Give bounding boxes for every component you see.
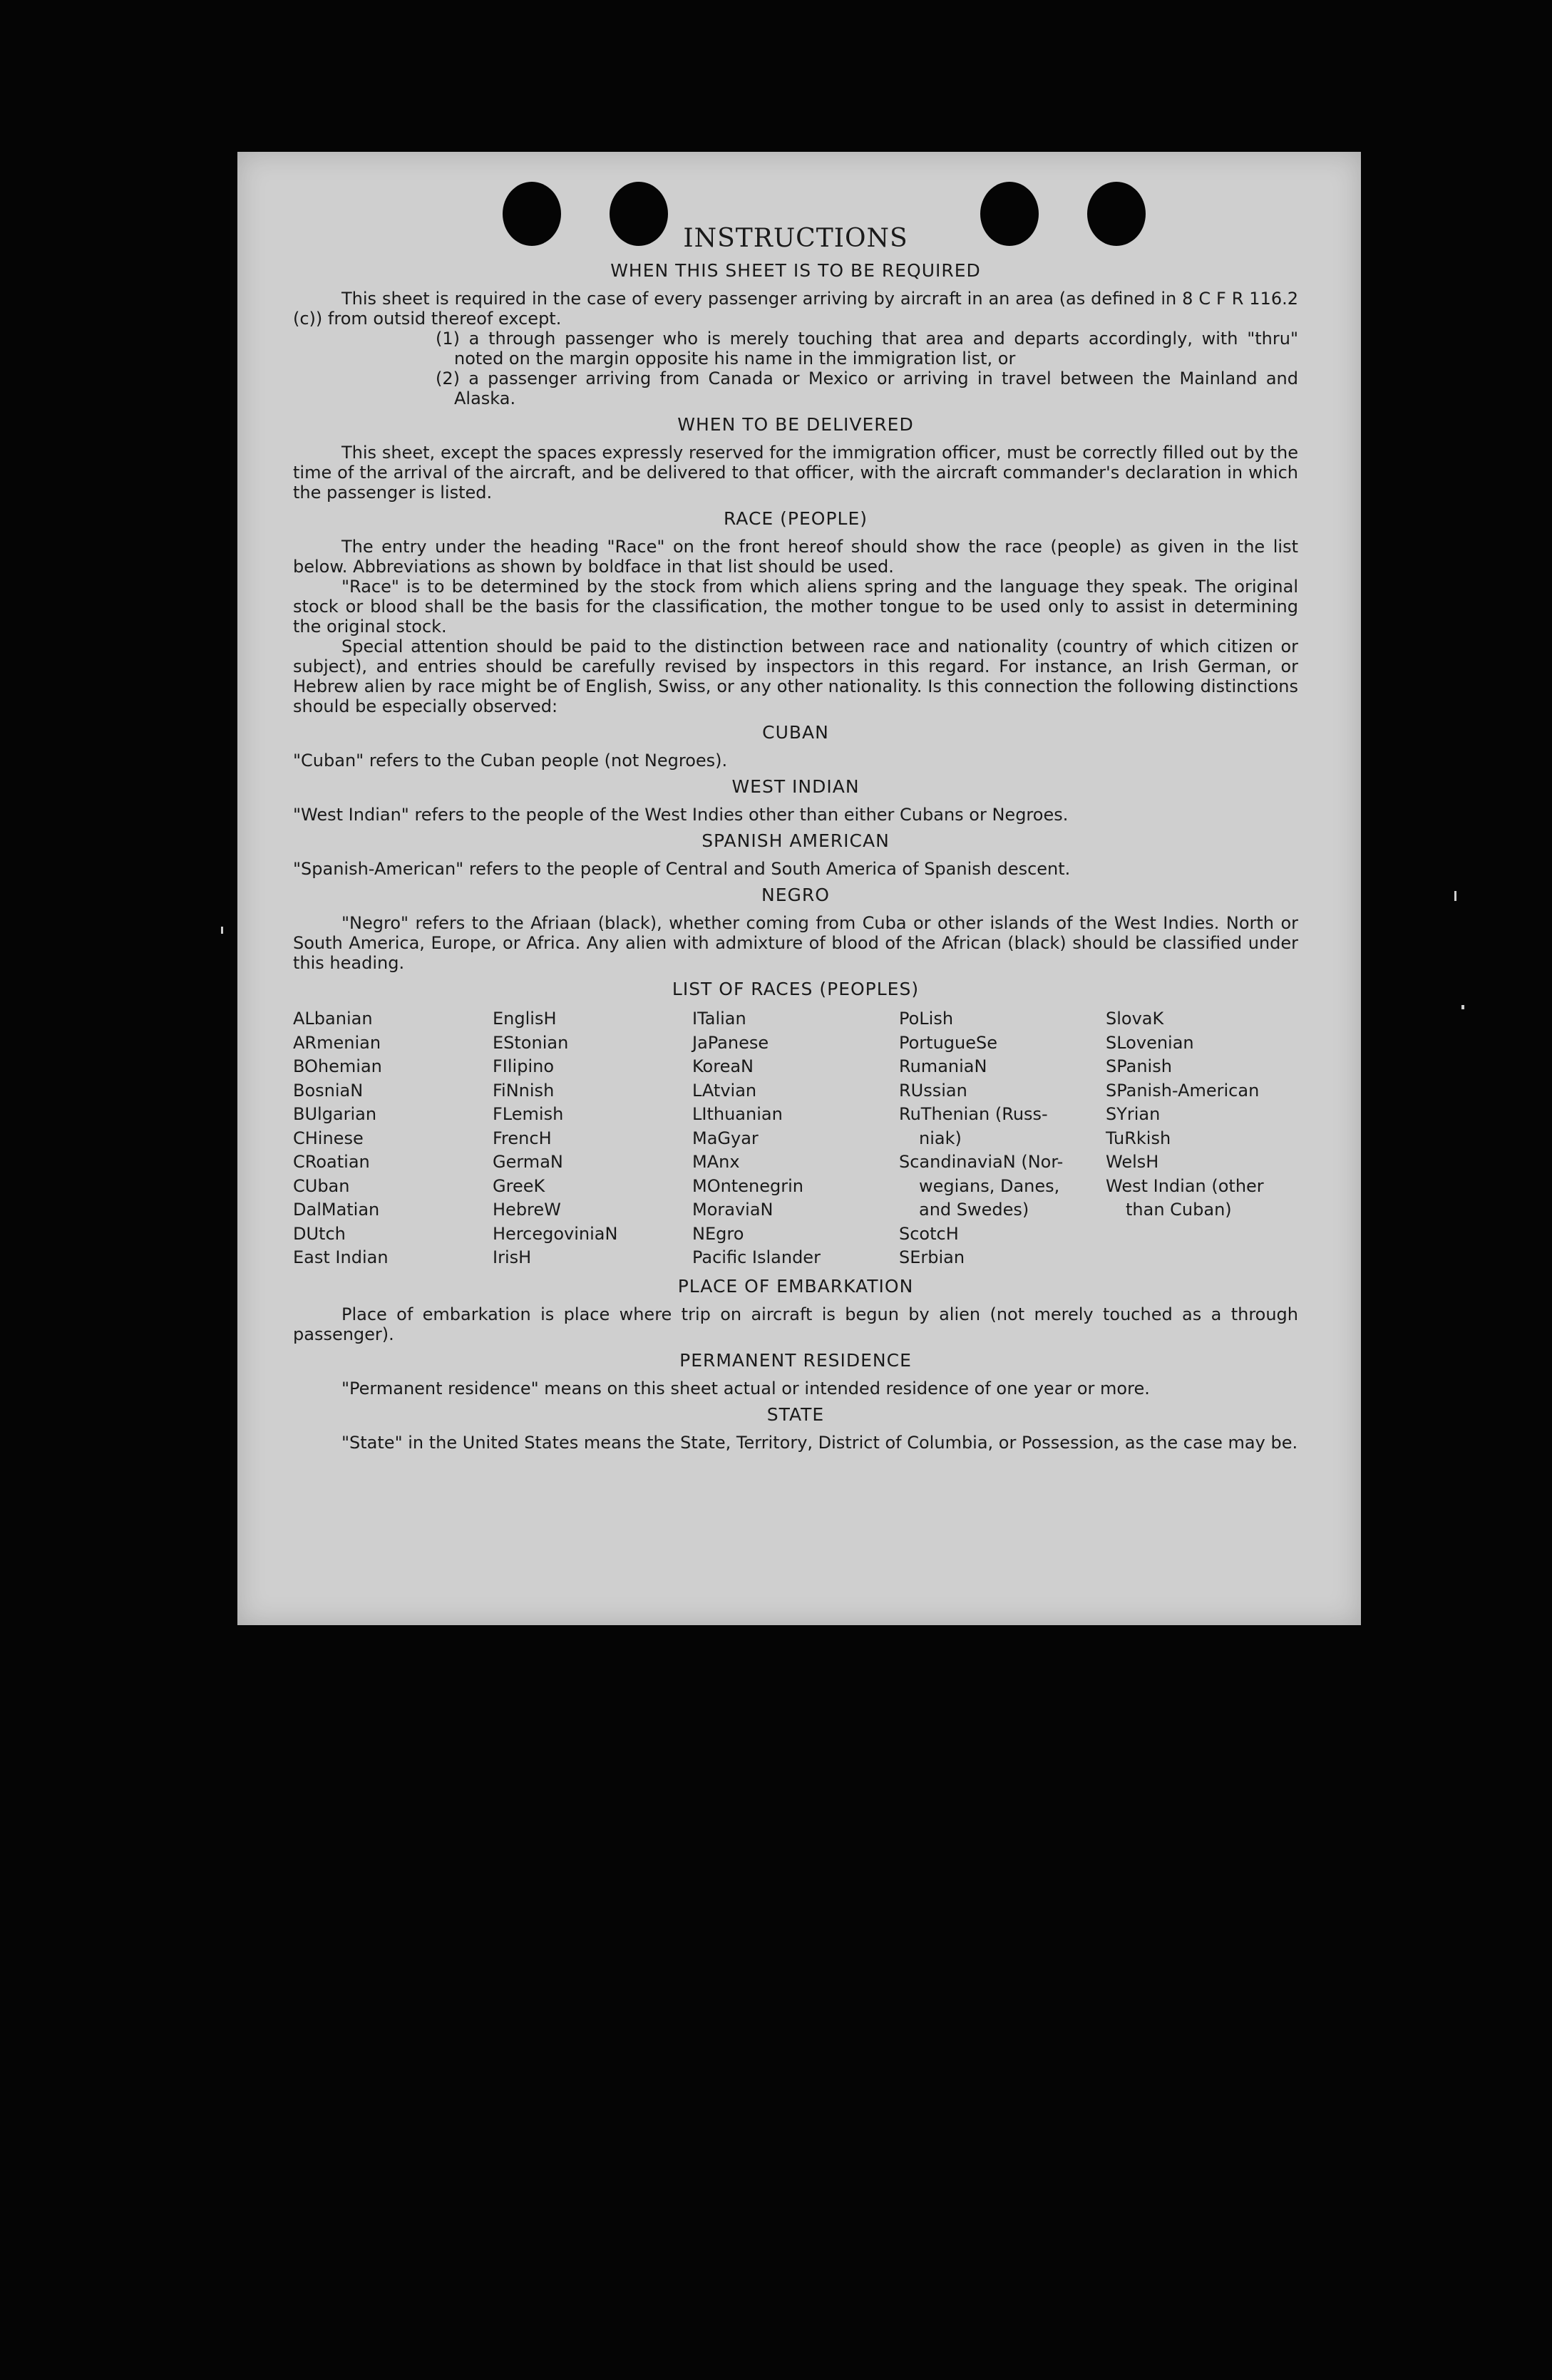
document-page	[237, 152, 1361, 1625]
race-entry: IrisH	[493, 1247, 532, 1267]
heading-when-delivered: WHEN TO BE DELIVERED	[677, 414, 914, 435]
race-entry: JaPanese	[692, 1032, 769, 1053]
race-entry: GreeK	[493, 1175, 545, 1196]
heading-state: STATE	[766, 1403, 825, 1425]
embarkation-text: Place of embarkation is place where trip on aircraft is begun by alien (not merely touched as a through passenger).	[293, 1304, 1298, 1344]
race-entry: ALbanian	[293, 1009, 373, 1029]
background-speck	[221, 927, 223, 934]
race-entry: SPanish-American	[1106, 1080, 1260, 1101]
race-entry: West Indian (other	[1106, 1175, 1264, 1196]
race-entry: PoLish	[899, 1009, 954, 1029]
race-entry: BOhemian	[293, 1056, 382, 1076]
race-entry: RuThenian (Russ-	[899, 1104, 1048, 1124]
race-entry: FIlipino	[493, 1056, 555, 1076]
background-speck	[1454, 891, 1456, 901]
races-column-1	[293, 1007, 493, 1270]
race-entry: WelsH	[1106, 1152, 1159, 1172]
race-entry: FrencH	[493, 1128, 552, 1148]
race-entry: SPanish	[1106, 1056, 1172, 1076]
races-column-5	[1106, 1007, 1298, 1270]
race-entry: CUban	[293, 1175, 350, 1196]
race-entry: LAtvian	[692, 1080, 757, 1101]
race-entry: SErbian	[899, 1247, 965, 1267]
race-paragraph-3: Special attention should be paid to the distinction between race and nationality (country of which citizen or subject), and entries should be carefully revised by inspectors in this regard. For instance, an Irish German, or Hebrew alien by race might be of English, Swiss, or any other nationality. Is this connection the following distinctions should be especially observed:	[293, 637, 1298, 716]
instructions-body	[293, 223, 1298, 1453]
heading-races-list: LIST OF RACES (PEOPLES)	[672, 979, 920, 999]
state-text: "State" in the United States means the State, Territory, District of Columbia, or Possession, as the case may be.	[341, 1432, 1298, 1453]
heading-race: RACE (PEOPLE)	[723, 508, 868, 529]
heading-when-required: WHEN THIS SHEET IS TO BE REQUIRED	[610, 260, 981, 281]
race-entry-continuation: and Swedes)	[919, 1200, 1029, 1220]
document-title: INSTRUCTIONS	[683, 224, 908, 253]
exception-1: (1) a through passenger who is merely touching that area and departs accordingly, with "thru" noted on the margin opposite his name in the immigration list, or	[436, 329, 1298, 369]
heading-embarkation: PLACE OF EMBARKATION	[677, 1275, 914, 1297]
race-entry-continuation: niak)	[919, 1128, 962, 1148]
race-entry: MoraviaN	[692, 1200, 774, 1220]
race-entry: HebreW	[493, 1200, 561, 1220]
race-entry: FiNnish	[493, 1080, 555, 1101]
race-entry: TuRkish	[1106, 1128, 1171, 1148]
heading-negro: NEGRO	[761, 885, 830, 905]
races-list	[293, 1007, 1298, 1270]
race-entry: MaGyar	[692, 1128, 759, 1148]
race-entry: EStonian	[493, 1032, 569, 1053]
race-entry: East Indian	[293, 1247, 389, 1267]
when-delivered-text: This sheet, except the spaces expressly reserved for the immigration officer, must be correctly filled out by the time of the arrival of the aircraft, and be delivered to that officer, with the aircraft commander's declaration in which the passenger is listed.	[293, 443, 1298, 503]
spanish-american-text: "Spanish-American" refers to the people of Central and South America of Spanish descent.	[293, 859, 1071, 879]
heading-west-indian: WEST INDIAN	[731, 776, 860, 797]
background-speck	[1461, 1005, 1464, 1009]
race-entry: DalMatian	[293, 1200, 380, 1220]
cuban-text: "Cuban" refers to the Cuban people (not Negroes).	[293, 751, 728, 771]
race-entry: Pacific Islander	[692, 1247, 821, 1267]
race-entry: FLemish	[493, 1104, 564, 1124]
race-entry: BosniaN	[293, 1080, 364, 1101]
race-entry: ARmenian	[293, 1032, 381, 1053]
race-entry: BUlgarian	[293, 1104, 377, 1124]
race-entry: RumaniaN	[899, 1056, 987, 1076]
race-entry: MAnx	[692, 1152, 740, 1172]
exception-2: (2) a passenger arriving from Canada or Mexico or arriving in travel between the Mainland and Alaska.	[436, 369, 1298, 408]
race-paragraph-1: The entry under the heading "Race" on the front hereof should show the race (people) as given in the list below. Abbreviations as shown by boldface in that list should be used.	[293, 537, 1298, 577]
race-entry: KoreaN	[692, 1056, 754, 1076]
race-entry: EnglisH	[493, 1009, 557, 1029]
race-entry: SLovenian	[1106, 1032, 1194, 1053]
race-entry: SlovaK	[1106, 1009, 1164, 1029]
race-entry-continuation: than Cuban)	[1126, 1200, 1232, 1220]
races-column-2	[493, 1007, 692, 1270]
race-entry: RUssian	[899, 1080, 967, 1101]
race-entry: GermaN	[493, 1152, 563, 1172]
race-entry: ITalian	[692, 1009, 746, 1029]
heading-spanish-american: SPANISH AMERICAN	[702, 830, 890, 851]
race-entry: DUtch	[293, 1223, 346, 1244]
race-entry: HercegoviniaN	[493, 1223, 618, 1244]
when-required-intro: This sheet is required in the case of every passenger arriving by aircraft in an area (as defined in 8 C F R 116.2 (c)) from outsid thereof except.	[293, 289, 1298, 329]
race-entry-continuation: wegians, Danes,	[919, 1175, 1060, 1196]
heading-permanent-residence: PERMANENT RESIDENCE	[679, 1349, 912, 1371]
west-indian-text: "West Indian" refers to the people of the West Indies other than either Cubans or Negroes.	[293, 805, 1069, 825]
residence-text: "Permanent residence" means on this sheet actual or intended residence of one year or more.	[341, 1378, 1150, 1398]
race-paragraph-2: "Race" is to be determined by the stock from which aliens spring and the language they speak. The original stock or blood shall be the basis for the classification, the mother tongue to be used only to assist in determining the original stock.	[293, 577, 1298, 637]
race-entry: NEgro	[692, 1223, 744, 1244]
race-entry: ScandinaviaN (Nor-	[899, 1152, 1064, 1172]
race-entry: ScotcH	[899, 1223, 959, 1244]
race-entry: MOntenegrin	[692, 1175, 803, 1196]
race-entry: PortugueSe	[899, 1032, 997, 1053]
race-entry: CHinese	[293, 1128, 364, 1148]
race-entry: SYrian	[1106, 1104, 1161, 1124]
races-column-3	[692, 1007, 899, 1270]
race-entry: LIthuanian	[692, 1104, 783, 1124]
races-column-4	[899, 1007, 1106, 1270]
heading-cuban: CUBAN	[762, 722, 829, 743]
negro-text: "Negro" refers to the Afriaan (black), whether coming from Cuba or other islands of the West Indies. North or South America, Europe, or Africa. Any alien with admixture of blood of the African (black) should be classified under this heading.	[293, 913, 1298, 973]
race-entry: CRoatian	[293, 1152, 370, 1172]
